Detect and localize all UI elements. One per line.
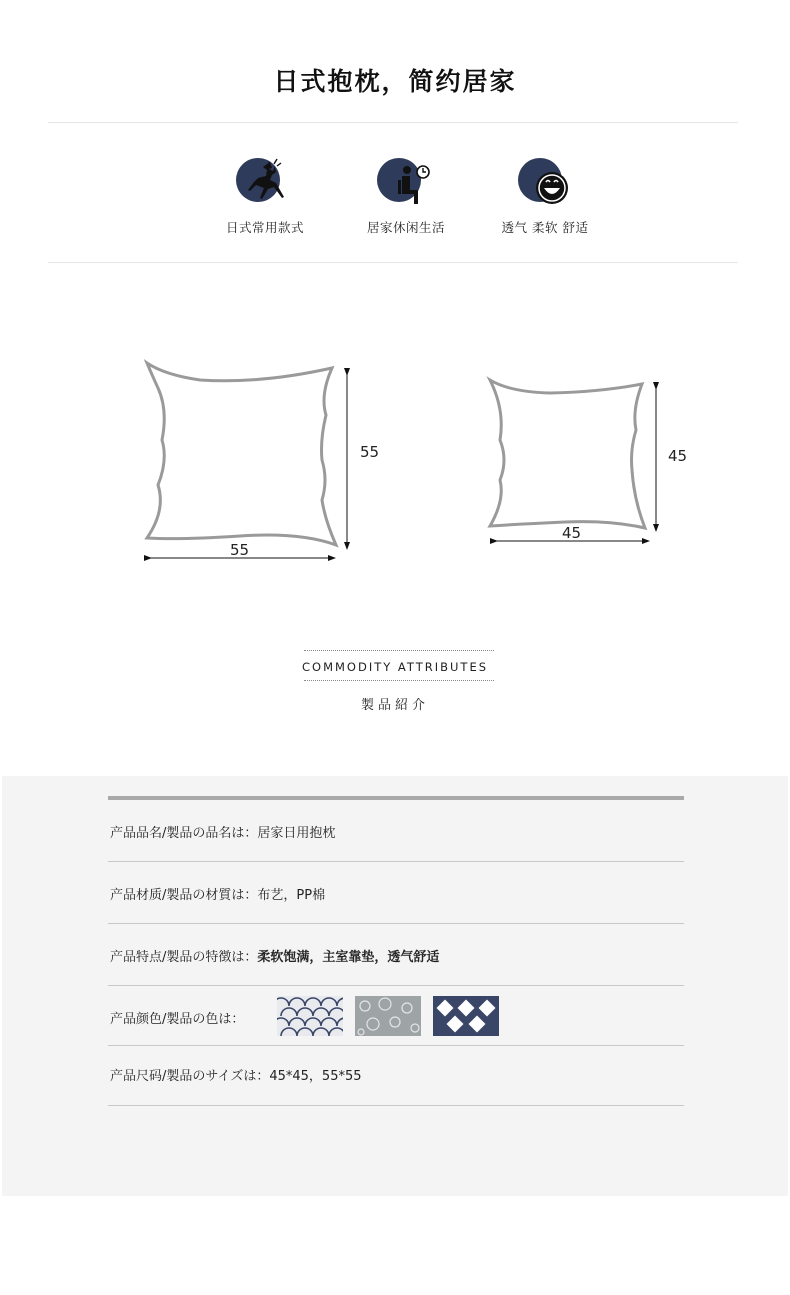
attributes-heading-jp: 製品紹介 xyxy=(360,698,429,713)
row-divider xyxy=(108,861,684,862)
feature-home-leisure xyxy=(336,156,476,236)
spec-row-feature xyxy=(110,946,439,965)
dotted-divider xyxy=(304,650,494,651)
row-divider xyxy=(108,1105,684,1106)
spec-value: 45*45，55*55 xyxy=(269,1069,362,1084)
spec-panel-top-bar xyxy=(108,796,684,800)
small-pillow xyxy=(490,380,645,528)
row-divider xyxy=(108,1045,684,1046)
feature-japanese-style xyxy=(195,156,335,236)
spec-label: 产品特点/製品の特徴は： xyxy=(110,950,258,965)
spec-row-size xyxy=(110,1065,362,1084)
spec-label: 产品颜色/製品の色は： xyxy=(110,1012,245,1027)
spec-row-color xyxy=(110,1008,244,1027)
spec-value: 柔软饱满，主室靠垫，透气舒适 xyxy=(257,950,440,965)
feature-breathable-soft xyxy=(475,156,615,236)
spec-label: 产品材质/製品の材質は： xyxy=(110,888,258,903)
large-pillow xyxy=(147,363,336,545)
divider xyxy=(48,262,738,263)
spec-label: 产品品名/製品の品名は： xyxy=(110,826,258,841)
spec-row-material xyxy=(110,884,325,903)
feature-label: 居家休闲生活 xyxy=(366,220,445,235)
color-swatch-lattice[interactable] xyxy=(433,996,499,1036)
smile-face-icon xyxy=(510,156,580,212)
small-height-label: 45 xyxy=(668,447,688,465)
spec-row-name xyxy=(110,822,335,841)
dotted-divider xyxy=(304,680,494,681)
person-sitting-clock-icon xyxy=(371,156,441,212)
spec-value: 布艺，PP棉 xyxy=(257,888,326,903)
large-width-label: 55 xyxy=(230,541,250,559)
spec-value: 居家日用抱枕 xyxy=(257,826,336,841)
deer-icon xyxy=(230,156,300,212)
small-width-label: 45 xyxy=(562,524,582,542)
row-divider xyxy=(108,923,684,924)
divider xyxy=(48,122,738,123)
color-swatch-gray-floral[interactable] xyxy=(355,996,421,1036)
row-divider xyxy=(108,985,684,986)
feature-label: 透气 柔软 舒适 xyxy=(501,220,589,235)
large-height-label: 55 xyxy=(360,443,380,461)
spec-label: 产品尺码/製品のサイズは： xyxy=(110,1069,270,1084)
attributes-heading-en: COMMODITY ATTRIBUTES xyxy=(301,660,489,674)
feature-label: 日式常用款式 xyxy=(225,220,304,235)
color-swatch-waves[interactable] xyxy=(277,996,343,1036)
page-title: 日式抱枕，简约居家 xyxy=(273,67,517,96)
